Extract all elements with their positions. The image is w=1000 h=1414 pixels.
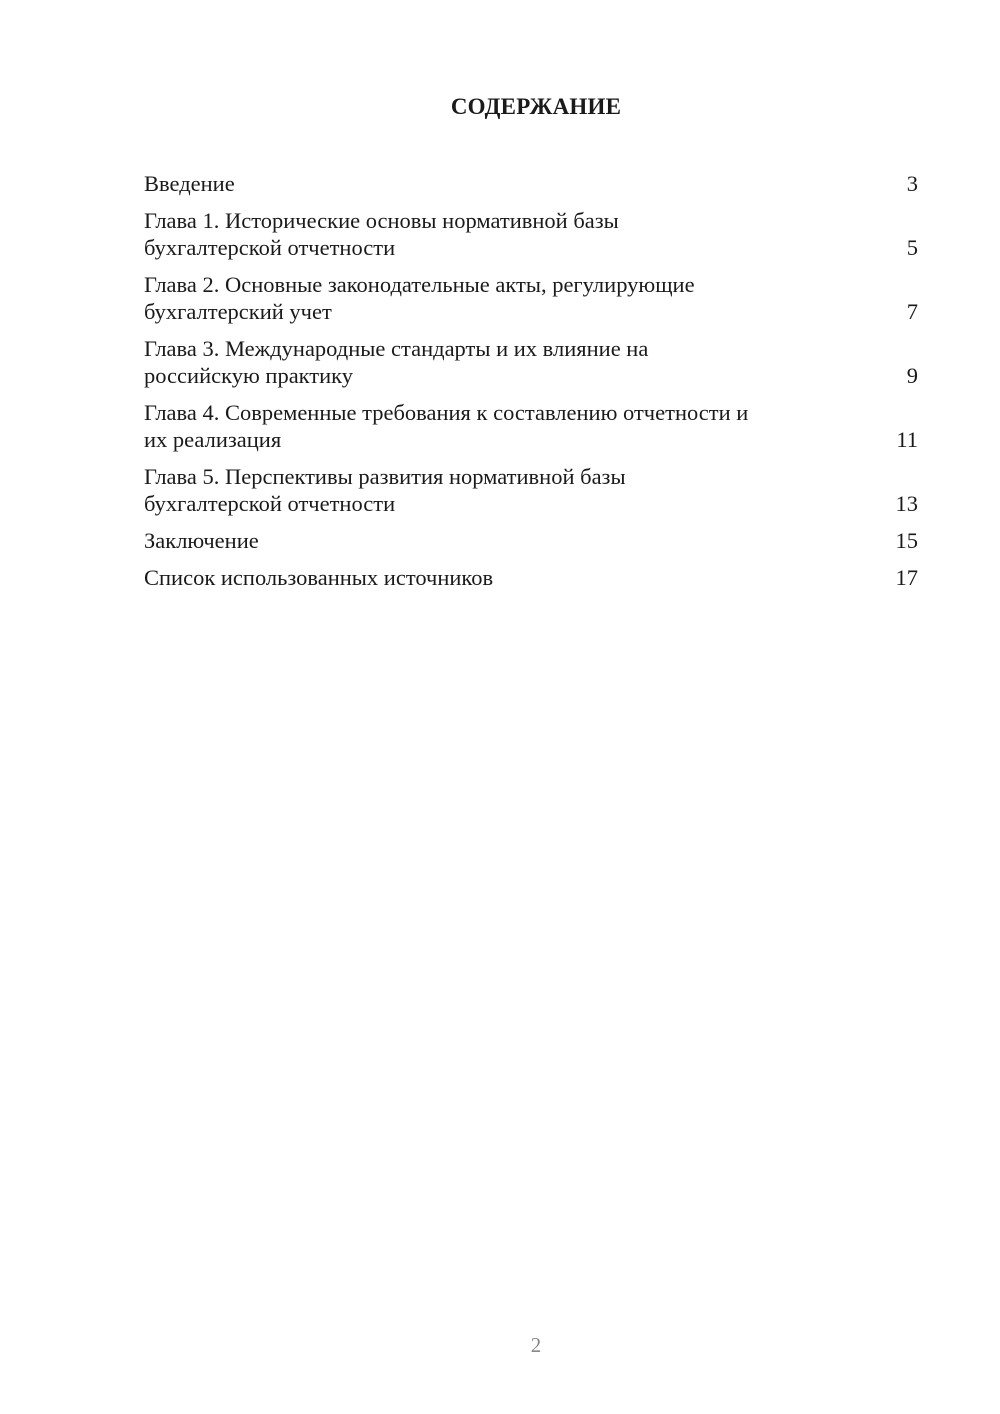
toc-entry-chapter-4[interactable]	[144, 399, 918, 453]
toc-entry-text: Введение	[144, 171, 235, 196]
toc-entry-conclusion[interactable]	[144, 527, 918, 554]
table-of-contents	[144, 170, 918, 601]
toc-entry-text: Глава 1. Исторические основы нормативной базы бухгалтерской отчетности	[144, 208, 619, 260]
toc-entry-chapter-3[interactable]	[144, 335, 918, 389]
toc-entry-chapter-1[interactable]	[144, 207, 918, 261]
toc-entry-text: Заключение	[144, 528, 259, 553]
toc-entry-introduction[interactable]	[144, 170, 918, 197]
toc-entry-chapter-2[interactable]	[144, 271, 918, 325]
toc-entry-references[interactable]	[144, 564, 918, 591]
toc-entry-page: 11	[896, 427, 918, 452]
toc-entry-page: 3	[906, 171, 918, 196]
toc-entry-text: Глава 3. Международные стандарты и их влияние на российскую практику	[144, 336, 649, 388]
toc-entry-chapter-5[interactable]	[144, 463, 918, 517]
toc-entry-text: Глава 4. Современные требования к составлению отчетности и их реализация	[144, 400, 749, 452]
toc-title: СОДЕРЖАНИЕ	[450, 94, 622, 119]
toc-entry-page: 7	[906, 299, 918, 324]
toc-entry-text: Глава 2. Основные законодательные акты, регулирующие бухгалтерский учет	[144, 272, 695, 324]
toc-entry-page: 9	[906, 363, 918, 388]
toc-entry-page: 5	[906, 235, 918, 260]
toc-entry-text: Список использованных источников	[144, 565, 494, 590]
toc-entry-text: Глава 5. Перспективы развития нормативной базы бухгалтерской отчетности	[144, 464, 626, 516]
page-number: 2	[530, 1333, 542, 1357]
toc-entry-page: 17	[895, 565, 918, 590]
toc-entry-page: 13	[895, 491, 918, 516]
toc-entry-page: 15	[895, 528, 918, 553]
